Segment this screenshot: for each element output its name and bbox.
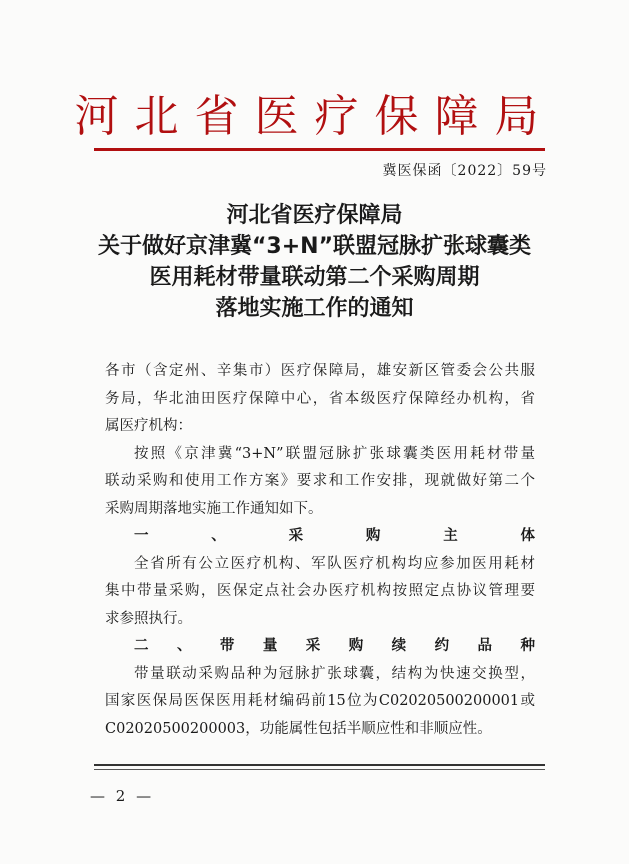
- title-line: 河北省医疗保障局: [226, 203, 403, 228]
- body-line: C02020500200003，功能属性包括半顺应性和非顺应性。: [105, 720, 492, 737]
- section-heading: 二、带量采购续约品种: [134, 638, 535, 654]
- intro-paragraph: [105, 441, 535, 524]
- body-line: 联动采购和使用工作方案》要求和工作安排，现就做好第二个: [105, 473, 535, 489]
- title-line: 关于做好京津冀“3+N”联盟冠脉扩张球囊类: [97, 234, 532, 259]
- header-red-rule: [94, 148, 545, 151]
- document-body: [105, 358, 535, 743]
- section1-paragraph: [105, 551, 535, 634]
- document-number: 冀医保函〔2022〕59号: [382, 163, 547, 179]
- body-line: 按照《京津冀“3+N”联盟冠脉扩张球囊类医用耗材带量: [134, 445, 535, 462]
- body-line: 集中带量采购，医保定点社会办医疗机构按照定点协议管理要: [105, 583, 535, 599]
- addressee-paragraph: [105, 358, 535, 441]
- section-heading: 一、采购主体: [134, 528, 535, 544]
- document-title: [0, 200, 629, 324]
- section2-paragraph: [105, 661, 535, 744]
- body-line: 各市（含定州、辛集市）医疗保障局，雄安新区管委会公共服: [105, 363, 535, 379]
- body-line: 带量联动采购品种为冠脉扩张球囊，结构为快速交换型，: [134, 665, 535, 682]
- footer-rule: [94, 764, 545, 766]
- body-line: 务局，华北油田医疗保障中心，省本级医疗保障经办机构，省: [105, 390, 535, 407]
- page-number: — 2 —: [90, 787, 155, 805]
- body-line: 求参照执行。: [105, 610, 192, 627]
- body-line: 采购周期落地实施工作通知如下。: [105, 500, 323, 517]
- title-line: 医用耗材带量联动第二个采购周期: [149, 265, 480, 290]
- body-line: 属医疗机构：: [105, 418, 192, 434]
- title-line: 落地实施工作的通知: [215, 296, 414, 321]
- body-line: 国家医保局医保医用耗材编码前15位为C02020500200001或: [105, 693, 535, 709]
- body-line: 全省所有公立医疗机构、军队医疗机构均应参加医用耗材: [134, 555, 535, 572]
- issuing-authority-header: 河北省医疗保障局: [74, 91, 555, 142]
- footer-rule-thin: [94, 769, 545, 770]
